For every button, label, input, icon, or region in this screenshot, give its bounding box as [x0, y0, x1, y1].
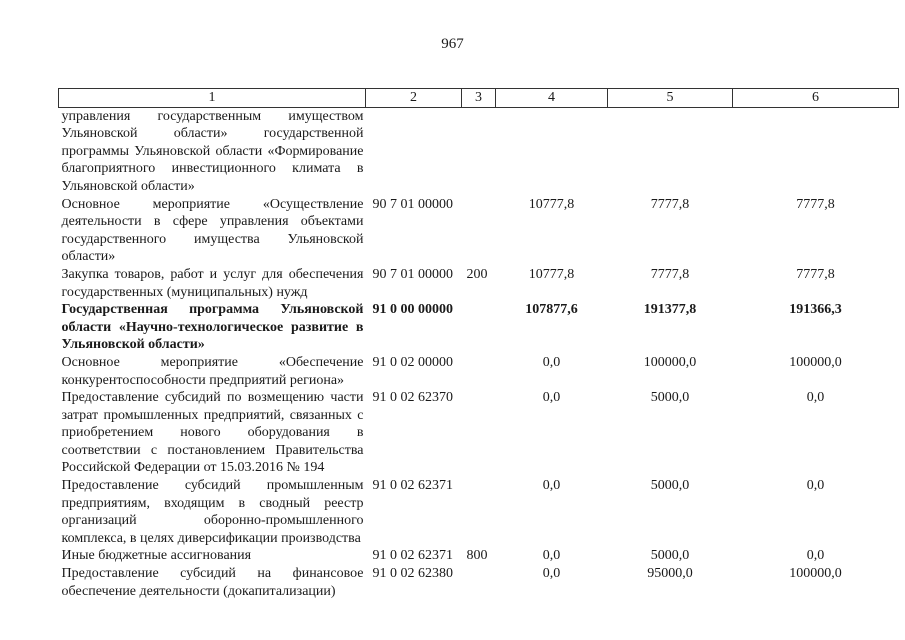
table-row — [59, 565, 899, 600]
row-value-6: 100000,0 — [789, 566, 842, 582]
row-value-4: 0,0 — [542, 390, 561, 406]
row-value-5: 5000,0 — [650, 478, 690, 494]
row-type: 200 — [466, 266, 488, 282]
table-row — [59, 196, 899, 266]
row-value-5 — [608, 107, 733, 195]
row-code: 91 0 02 62371 — [372, 478, 453, 494]
row-name: Иные бюджетные ассигнования — [61, 548, 252, 564]
row-type — [462, 354, 496, 389]
row-value-6: 191366,3 — [789, 302, 842, 318]
table-row — [59, 301, 899, 354]
row-code — [366, 107, 462, 195]
row-name: Основное мероприятие «Обеспечение конкурентоспособности предприятий региона» — [61, 354, 364, 388]
table-row — [59, 107, 899, 195]
row-value-5: 7777,8 — [650, 196, 690, 212]
row-value-4: 0,0 — [542, 566, 561, 582]
row-value-6: 7777,8 — [796, 196, 835, 212]
row-value-5: 5000,0 — [650, 390, 690, 406]
table-row — [59, 354, 899, 389]
row-name: управления государственным имуществом Ульяновской области» государственной программы Ульяновской области «Формирование благоприятного инвестиционного климата в Ульяновской области» — [61, 108, 364, 194]
row-type — [462, 301, 496, 354]
header-col-2: 2 — [366, 89, 462, 108]
row-value-4: 10777,8 — [528, 196, 575, 212]
row-value-5: 5000,0 — [650, 548, 690, 564]
row-value-6 — [733, 107, 899, 195]
row-value-5: 95000,0 — [647, 566, 693, 582]
row-code: 91 0 02 62371 — [372, 548, 453, 564]
row-value-6: 100000,0 — [789, 354, 842, 370]
header-col-5: 5 — [608, 89, 733, 108]
row-value-5: 7777,8 — [650, 266, 690, 282]
row-type — [462, 477, 496, 547]
row-code: 91 0 02 00000 — [372, 354, 453, 370]
row-value-6: 0,0 — [806, 478, 825, 494]
row-type: 800 — [466, 548, 488, 564]
header-col-1: 1 — [59, 89, 366, 108]
row-value-5: 100000,0 — [643, 354, 697, 370]
row-code: 90 7 01 00000 — [372, 266, 453, 282]
row-name: Предоставление субсидий на финансовое обеспечение деятельности (докапитализации) — [61, 566, 364, 599]
row-name: Основное мероприятие «Осуществление деятельности в сфере управления объектами государственного имущества Ульяновской области» — [61, 196, 364, 265]
row-code: 91 0 02 62380 — [372, 566, 453, 582]
row-value-4: 10777,8 — [528, 266, 575, 282]
row-value-4: 0,0 — [542, 548, 561, 564]
row-type — [462, 196, 496, 266]
row-value-5: 191377,8 — [643, 302, 697, 318]
row-code: 91 0 02 62370 — [372, 390, 453, 406]
row-type — [462, 107, 496, 195]
table-row — [59, 477, 899, 547]
budget-table — [58, 88, 899, 600]
row-type — [462, 389, 496, 477]
row-value-6: 7777,8 — [796, 266, 835, 282]
row-value-4: 0,0 — [542, 354, 561, 370]
row-name: Предоставление субсидий по возмещению части затрат промышленных предприятий, связанных с приобретением нового оборудования в соответствии с постановлением Правительства Российской Федерации от 15.03.2016 № 194 — [61, 390, 364, 476]
row-name: Закупка товаров, работ и услуг для обеспечения государственных (муниципальных) нужд — [61, 266, 364, 300]
row-value-4: 0,0 — [542, 478, 561, 494]
table-header — [59, 89, 899, 108]
row-name: Государственная программа Ульяновской области «Научно-технологическое развитие в Ульяновской области» — [61, 302, 364, 353]
page-number: 967 — [441, 36, 464, 52]
table-row — [59, 547, 899, 565]
header-col-4: 4 — [496, 89, 608, 108]
table-row — [59, 266, 899, 301]
table-row — [59, 389, 899, 477]
row-value-6: 0,0 — [806, 390, 825, 406]
header-col-3: 3 — [462, 89, 496, 108]
row-name: Предоставление субсидий промышленным предприятиям, входящим в сводный реестр организаций оборонно-промышленного комплекса, в целях диверсификации производства — [61, 478, 364, 546]
row-value-4: 107877,6 — [525, 302, 578, 318]
row-code: 91 0 00 00000 — [372, 302, 453, 318]
row-code: 90 7 01 00000 — [372, 196, 453, 212]
row-value-4 — [496, 107, 608, 195]
row-value-6: 0,0 — [806, 548, 825, 564]
header-col-6: 6 — [733, 89, 899, 108]
row-type — [462, 565, 496, 600]
